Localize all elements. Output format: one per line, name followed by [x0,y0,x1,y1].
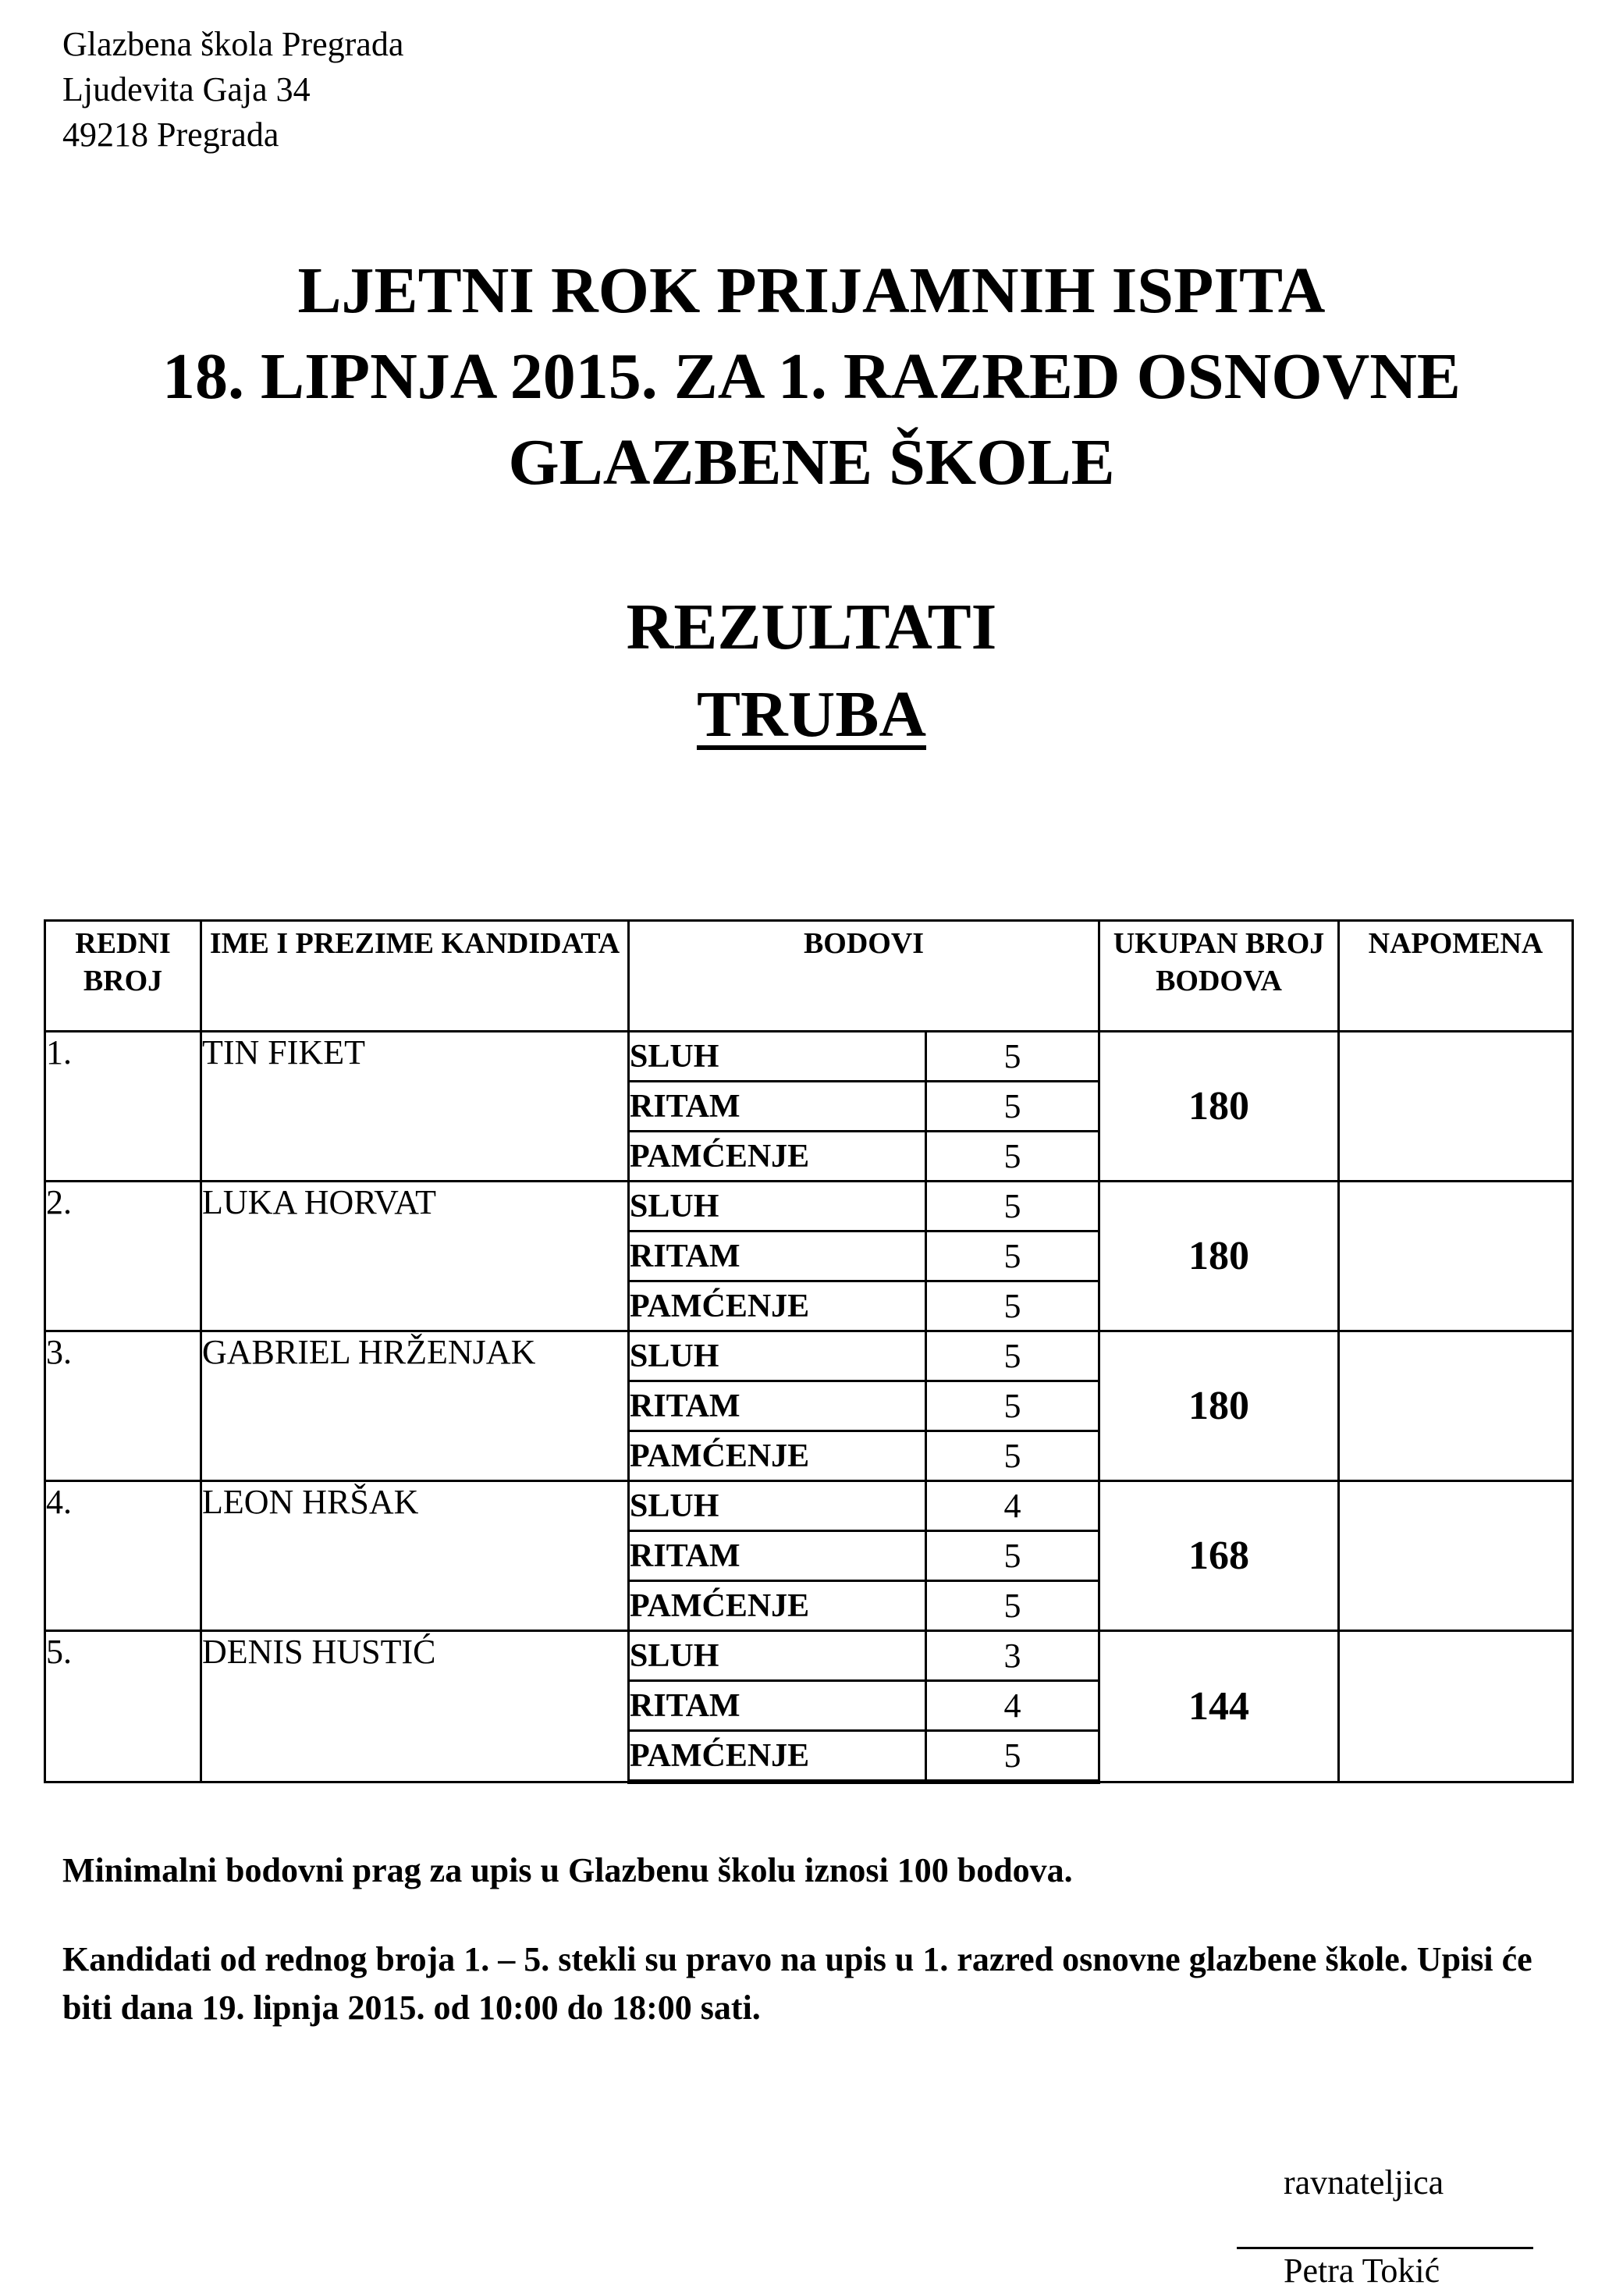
score-points-cell: 5 [926,1082,1099,1132]
candidate-name-cell: DENIS HUSTIĆ [201,1631,629,1782]
score-points-cell: 3 [926,1631,1099,1681]
table-header-row [45,921,1573,1032]
title-line-3: GLAZBENE ŠKOLE [508,426,1115,499]
napomena-cell [1339,1032,1573,1182]
table-row [45,1331,1573,1381]
napomena-cell [1339,1182,1573,1331]
score-category-cell: PAMĆENJE [629,1731,926,1782]
candidate-name-cell: LUKA HORVAT [201,1182,629,1331]
signature-name: Petra Tokić [1284,2252,1440,2290]
score-points-cell: 5 [926,1581,1099,1631]
score-points-cell: 5 [926,1281,1099,1331]
score-category-cell: SLUH [629,1032,926,1082]
redni-broj-cell: 1. [45,1032,201,1182]
address-line-city: 49218 Pregrada [62,116,279,154]
total-points-cell: 144 [1099,1631,1339,1782]
table-row [45,1182,1573,1232]
results-body [45,1032,1573,1782]
score-points-cell: 5 [926,1731,1099,1782]
candidate-name-cell: LEON HRŠAK [201,1481,629,1631]
header-ime-prezime: IME I PREZIME KANDIDATA [201,921,629,1032]
header-redni-broj: REDNI BROJ [45,921,201,1032]
header-bodovi: BODOVI [629,921,1099,1032]
score-points-cell: 5 [926,1431,1099,1481]
total-points-cell: 168 [1099,1481,1339,1631]
napomena-cell [1339,1631,1573,1782]
score-category-cell: SLUH [629,1182,926,1232]
signature-role: ravnateljica [1284,2163,1444,2202]
score-points-cell: 5 [926,1232,1099,1281]
score-category-cell: PAMĆENJE [629,1281,926,1331]
score-category-cell: SLUH [629,1631,926,1681]
table-row [45,1481,1573,1531]
score-points-cell: 5 [926,1381,1099,1431]
score-points-cell: 4 [926,1681,1099,1731]
redni-broj-cell: 3. [45,1331,201,1481]
header-napomena: NAPOMENA [1339,921,1573,1032]
score-category-cell: RITAM [629,1381,926,1431]
title-line-2: 18. LIPNJA 2015. ZA 1. RAZRED OSNOVNE [162,340,1461,413]
signature-line [1237,2247,1533,2249]
table-row [45,1032,1573,1082]
napomena-cell [1339,1481,1573,1631]
score-points-cell: 5 [926,1032,1099,1082]
total-points-cell: 180 [1099,1182,1339,1331]
score-category-cell: PAMĆENJE [629,1132,926,1182]
score-points-cell: 5 [926,1331,1099,1381]
redni-broj-cell: 2. [45,1182,201,1331]
score-points-cell: 5 [926,1182,1099,1232]
instrument-label: TRUBA [696,678,927,751]
enrollment-note: Kandidati od rednog broja 1. – 5. stekli su pravo na upis u 1. razred osnovne glazbene škole. Upisi će biti dana 19. lipnja 2015. od 10:00 do 18:00 sati. [62,1940,1532,2027]
candidate-name-cell: TIN FIKET [201,1032,629,1182]
document-title [0,248,1623,506]
total-points-cell: 180 [1099,1331,1339,1481]
results-table [44,919,1574,1784]
score-category-cell: SLUH [629,1481,926,1531]
results-label: REZULTATI [626,591,997,663]
score-category-cell: RITAM [629,1082,926,1132]
total-points-cell: 180 [1099,1032,1339,1182]
score-category-cell: SLUH [629,1331,926,1381]
notes [62,1846,1561,2073]
table-row [45,1631,1573,1681]
address-line-school: Glazbena škola Pregrada [62,25,404,63]
score-points-cell: 5 [926,1132,1099,1182]
score-points-cell: 4 [926,1481,1099,1531]
threshold-note: Minimalni bodovni prag za upis u Glazbenu školu iznosi 100 bodova. [62,1851,1073,1889]
title-line-1: LJETNI ROK PRIJAMNIH ISPITA [297,254,1326,327]
score-category-cell: PAMĆENJE [629,1431,926,1481]
address-line-street: Ljudevita Gaja 34 [62,70,311,108]
results-heading [0,584,1623,759]
redni-broj-cell: 4. [45,1481,201,1631]
score-category-cell: RITAM [629,1531,926,1581]
score-category-cell: PAMĆENJE [629,1581,926,1631]
napomena-cell [1339,1331,1573,1481]
score-category-cell: RITAM [629,1681,926,1731]
score-category-cell: RITAM [629,1232,926,1281]
school-address [62,22,403,158]
header-ukupan: UKUPAN BROJ BODOVA [1099,921,1339,1032]
candidate-name-cell: GABRIEL HRŽENJAK [201,1331,629,1481]
score-points-cell: 5 [926,1531,1099,1581]
redni-broj-cell: 5. [45,1631,201,1782]
